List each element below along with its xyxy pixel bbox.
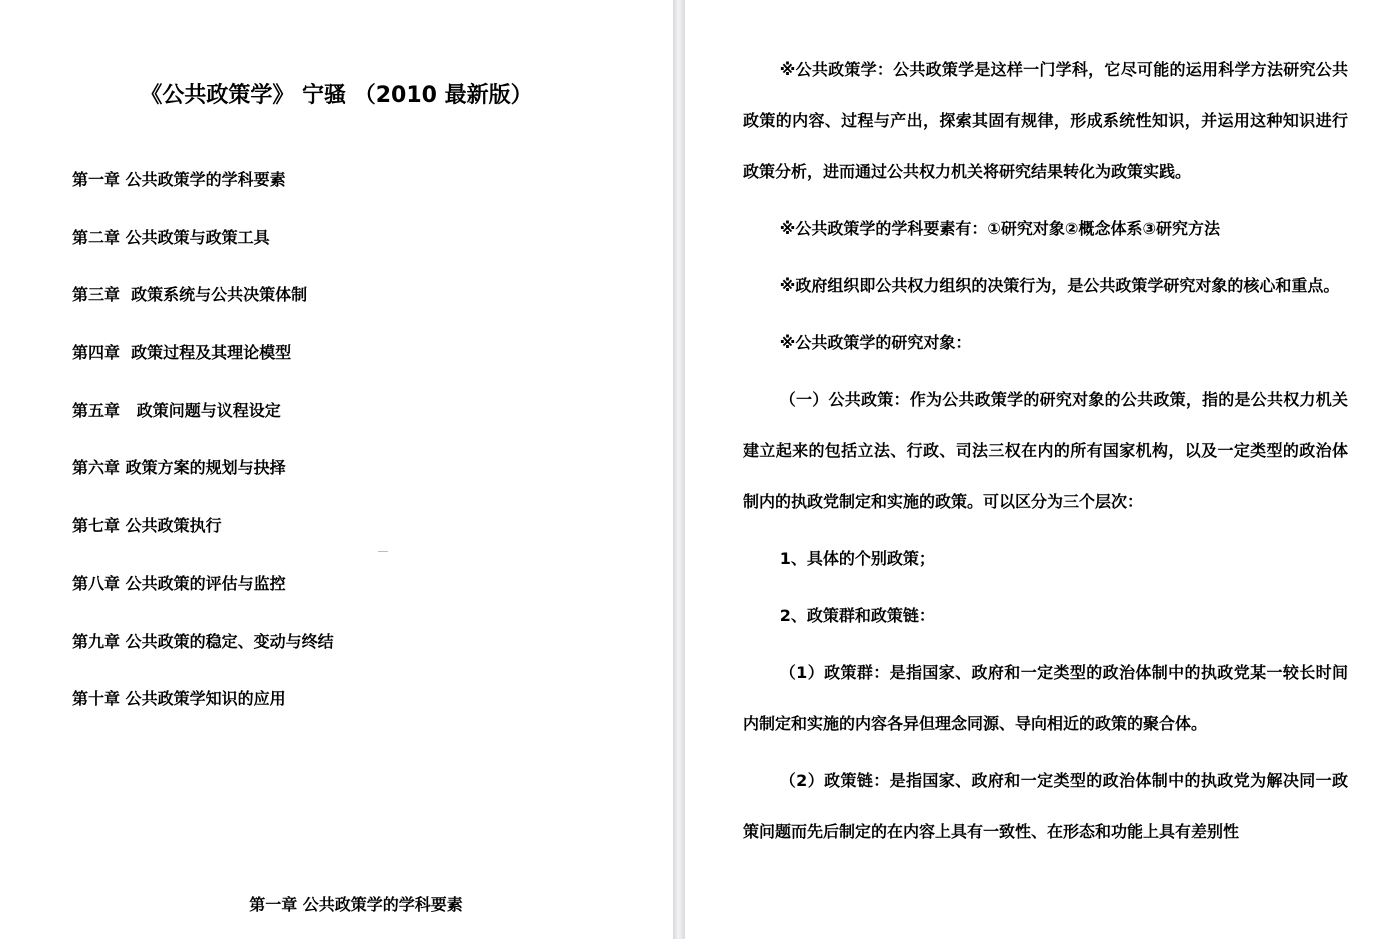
paragraph-core-focus: ※政府组织即公共权力组织的决策行为，是公共政策学研究对象的核心和重点。 bbox=[779, 276, 1340, 295]
paragraph-individual-policy: 1、具体的个别政策； bbox=[779, 549, 935, 568]
toc-item-9: 第九章 公共政策的稳定、变动与终结 bbox=[72, 631, 334, 651]
left-page bbox=[0, 0, 673, 939]
paragraph-definition: ※公共政策学：公共政策学是这样一门学科，它尽可能的运用科学方法研究公共政策的内容、过程与产出，探索其固有规律，形成系统性知识，并运用这种知识进行政策分析，进而通过公共权力机关将研究结果转化为政策实践。 bbox=[743, 60, 1348, 181]
toc-item-8: 第八章 公共政策的评估与监控 bbox=[72, 573, 286, 593]
toc-item-3: 第三章 政策系统与公共决策体制 bbox=[72, 285, 308, 305]
document-title: 《公共政策学》 宁骚 （2010 最新版） bbox=[140, 83, 533, 108]
right-page bbox=[685, 0, 1374, 939]
toc-item-10: 第十章 公共政策学知识的应用 bbox=[72, 689, 286, 709]
paragraph-policy-chain: （2）政策链：是指国家、政府和一定类型的政治体制中的执政党为解决同一政策问题而先后制定的在内容上具有一致性、在形态和功能上具有差别性 bbox=[743, 771, 1348, 841]
toc-item-4: 第四章 政策过程及其理论模型 bbox=[72, 343, 292, 363]
paragraph-discipline-elements: ※公共政策学的学科要素有：①研究对象②概念体系③研究方法 bbox=[779, 219, 1220, 238]
page-divider bbox=[673, 0, 685, 939]
toc-item-7: 第七章 公共政策执行 bbox=[72, 516, 222, 536]
toc-item-5: 第五章 政策问题与议程设定 bbox=[72, 400, 281, 420]
paragraph-policy-group-chain: 2、政策群和政策链： bbox=[779, 606, 935, 625]
paragraph-public-policy: （一）公共政策：作为公共政策学的研究对象的公共政策，指的是公共权力机关建立起来的包括立法、行政、司法三权在内的所有国家机构，以及一定类型的政治体制内的执政党制定和实施的政策。可以区分为三个层次： bbox=[743, 390, 1348, 511]
toc-item-2: 第二章 公共政策与政策工具 bbox=[72, 227, 270, 247]
paragraph-policy-group: （1）政策群：是指国家、政府和一定类型的政治体制中的执政党某一较长时间内制定和实施的内容各异但理念同源、导向相近的政策的聚合体。 bbox=[743, 663, 1348, 733]
stray-mark bbox=[378, 551, 388, 552]
toc-item-1: 第一章 公共政策学的学科要素 bbox=[72, 170, 286, 189]
page-content bbox=[743, 44, 1348, 863]
table-of-contents bbox=[72, 168, 334, 745]
toc-item-6: 第六章 政策方案的规划与抉择 bbox=[72, 458, 286, 478]
paragraph-research-object: ※公共政策学的研究对象： bbox=[779, 333, 972, 352]
chapter-heading: 第一章 公共政策学的学科要素 bbox=[249, 895, 463, 914]
